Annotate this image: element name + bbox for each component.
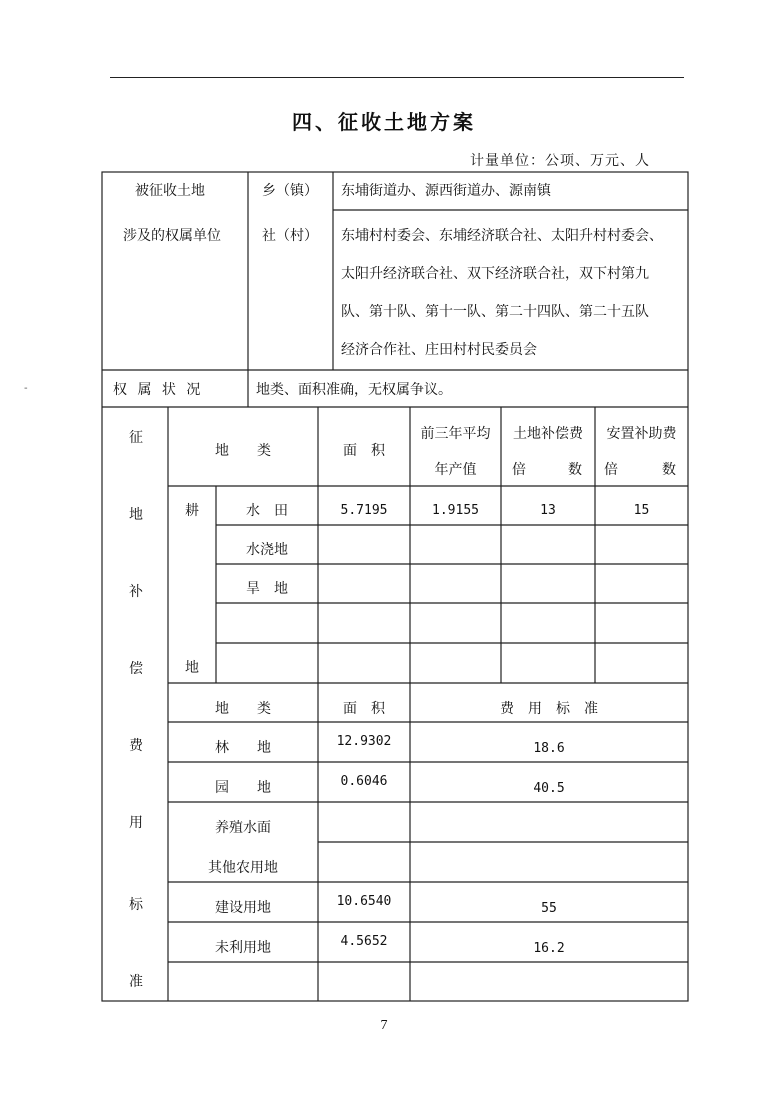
village-line: 太阳升经济联合社、双下经济联合社，双下村第九 bbox=[341, 266, 649, 282]
header-land-comp: 倍 bbox=[512, 462, 526, 478]
other-header-land-type: 地 类 bbox=[215, 701, 271, 717]
side-label-char: 补 bbox=[129, 584, 143, 600]
village-label: 社（村） bbox=[262, 228, 318, 244]
other-header-fee-standard: 费 用 标 准 bbox=[500, 701, 598, 717]
other-row-name: 未利用地 bbox=[215, 940, 271, 956]
other-row-area: 0.6046 bbox=[340, 774, 388, 789]
header-land-type: 地 类 bbox=[215, 443, 271, 459]
other-row-area: 4.5652 bbox=[340, 934, 388, 949]
side-label-char: 用 bbox=[129, 815, 143, 831]
side-label-char: 标 bbox=[129, 897, 143, 913]
header-avg-output: 前三年平均 bbox=[420, 426, 491, 442]
other-row-area: 12.9302 bbox=[336, 734, 392, 749]
owner-label-line2: 涉及的权属单位 bbox=[123, 228, 221, 244]
header-resettle: 数 bbox=[662, 462, 676, 478]
cultivated-label: 地 bbox=[185, 660, 199, 676]
other-row-name: 养殖水面 bbox=[215, 820, 271, 836]
page-title: 四、征收土地方案 bbox=[292, 110, 476, 134]
other-row-fee: 18.6 bbox=[533, 741, 565, 756]
page-number: 7 bbox=[380, 1018, 388, 1033]
ownership-status-label: 权 属 状 况 bbox=[113, 382, 204, 398]
village-line: 队、第十队、第十一队、第二十四队、第二十五队 bbox=[341, 304, 649, 320]
other-row-name: 园 地 bbox=[215, 780, 271, 796]
other-row-area: 10.6540 bbox=[336, 894, 392, 909]
township-value: 东埔街道办、源西街道办、源南镇 bbox=[341, 183, 551, 199]
margin-mark: - bbox=[24, 383, 28, 394]
other-row-fee: 55 bbox=[541, 901, 557, 916]
side-label-char: 征 bbox=[129, 430, 143, 446]
owner-label-line1: 被征收土地 bbox=[135, 183, 205, 199]
cultivated-row-land-multiple: 13 bbox=[540, 503, 556, 518]
side-label-char: 费 bbox=[129, 738, 143, 754]
township-label: 乡（镇） bbox=[262, 183, 318, 199]
ownership-status-value: 地类、面积准确，无权属争议。 bbox=[256, 382, 452, 398]
header-land-comp: 土地补偿费 bbox=[513, 426, 583, 442]
other-row-name: 林 地 bbox=[215, 740, 271, 756]
cultivated-row-name: 水浇地 bbox=[246, 542, 288, 558]
other-row-fee: 40.5 bbox=[533, 781, 565, 796]
side-label-char: 地 bbox=[129, 507, 143, 523]
unit-note: 计量单位：公项、万元、人 bbox=[470, 153, 650, 169]
village-line: 经济合作社、庄田村村民委员会 bbox=[341, 342, 537, 358]
cultivated-row-avg-output: 1.9155 bbox=[432, 503, 479, 518]
other-row-name: 建设用地 bbox=[215, 900, 271, 916]
side-label-char: 准 bbox=[129, 974, 143, 990]
side-label-char: 偿 bbox=[129, 661, 143, 677]
cultivated-row-name: 旱 地 bbox=[246, 581, 288, 597]
cultivated-row-area: 5.7195 bbox=[340, 503, 388, 518]
cultivated-row-name: 水 田 bbox=[246, 503, 288, 519]
header-avg-output: 年产值 bbox=[434, 462, 477, 478]
header-land-comp: 数 bbox=[568, 462, 582, 478]
header-resettle: 安置补助费 bbox=[606, 426, 677, 442]
other-header-area: 面 积 bbox=[343, 701, 385, 717]
cultivated-row-resettle-multiple: 15 bbox=[633, 503, 650, 518]
other-row-fee: 16.2 bbox=[533, 941, 565, 956]
other-row-name: 其他农用地 bbox=[208, 860, 278, 876]
village-line: 东埔村村委会、东埔经济联合社、太阳升村村委会、 bbox=[341, 228, 663, 244]
cultivated-label: 耕 bbox=[185, 503, 199, 519]
header-area: 面 积 bbox=[343, 443, 385, 459]
header-resettle: 倍 bbox=[604, 462, 618, 478]
